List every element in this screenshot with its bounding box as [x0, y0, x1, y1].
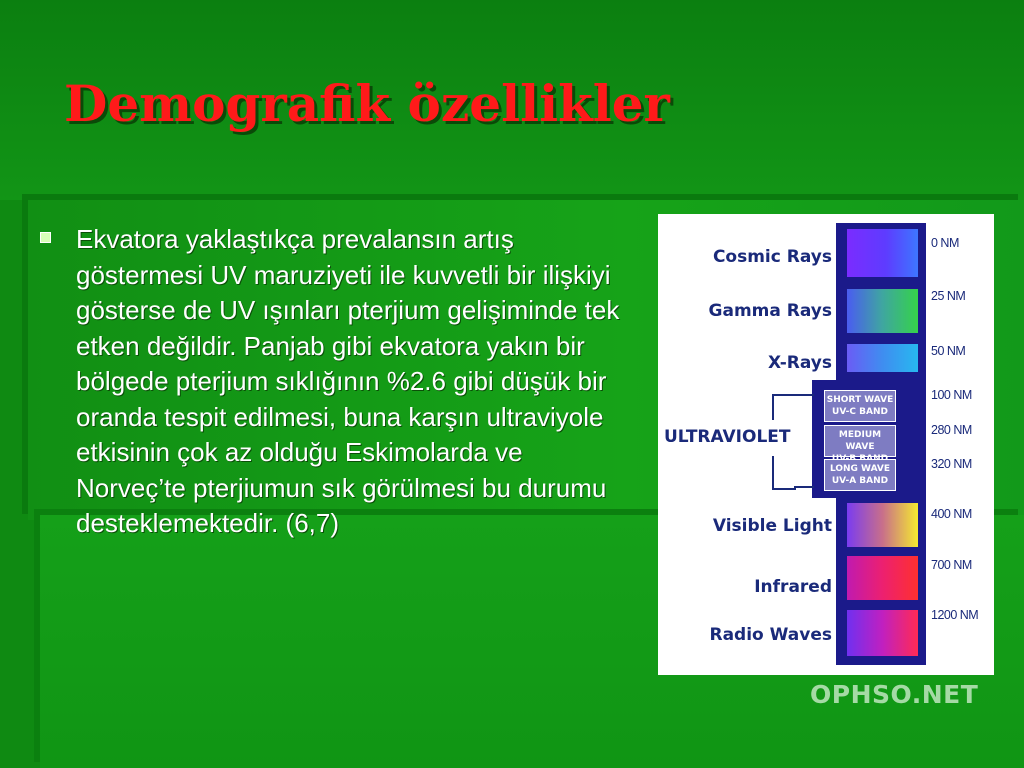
watermark: OPHSO.NET [810, 680, 979, 709]
band-label-visible-light: Visible Light [712, 516, 832, 536]
nm-label-1200: 1200 NM [931, 608, 979, 622]
bullet-square-icon [40, 232, 51, 243]
uv-bracket-tick-top [794, 394, 814, 396]
nm-label-400: 400 NM [931, 507, 972, 521]
radio-waves-swatch [847, 610, 918, 656]
uv-c-band [824, 390, 896, 422]
gamma-rays-swatch [847, 289, 918, 333]
visible-light-swatch [847, 503, 918, 547]
band-label-radio-waves: Radio Waves [709, 625, 832, 645]
uv-bracket-tick-bottom [794, 486, 814, 488]
uv-b-band-line1: MEDIUM WAVE [838, 430, 882, 452]
x-rays-swatch [847, 344, 918, 372]
nm-label-700: 700 NM [931, 558, 972, 572]
nm-label-280: 280 NM [931, 423, 972, 437]
uv-c-band-line2: UV-C BAND [832, 407, 888, 417]
nm-label-320: 320 NM [931, 457, 972, 471]
ultraviolet-label: ULTRAVIOLET [664, 427, 791, 447]
uv-a-band-line2: UV-A BAND [831, 476, 889, 486]
slide-title: Demografik özellikler [64, 74, 670, 133]
cosmic-rays-swatch [847, 229, 918, 277]
infrared-swatch [847, 556, 918, 600]
uv-bracket-top [772, 394, 796, 420]
nm-label-0: 0 NM [931, 236, 959, 250]
band-label-x-rays: X-Rays [767, 353, 832, 373]
band-label-gamma-rays: Gamma Rays [708, 301, 832, 321]
nm-label-25: 25 NM [931, 289, 966, 303]
band-label-cosmic-rays: Cosmic Rays [712, 247, 832, 267]
nm-label-100: 100 NM [931, 388, 972, 402]
uv-a-band-line1: LONG WAVE [829, 464, 891, 474]
bullet-text: Ekvatora yaklaştıkça prevalansın artış göstermesi UV maruziyeti ile kuvvetli bir ilişkiyi gösterse de UV ışınları pterjium gelişiminde tek etken değildir. Panjab gibi ekvatora yakın bir bölgede pterjium sıklığının %2.6 gibi düşük bir oranda tespit edilmesi, buna karşın ultraviyole etkisinin çok az olduğu Eskimolarda ve Norveç’te pterjiumun sık görülmesi bu durumu desteklemektedir. (6,7) [76, 224, 620, 538]
uv-a-band [824, 459, 896, 491]
uv-c-band-line1: SHORT WAVE [826, 395, 894, 405]
band-label-infrared: Infrared [754, 577, 832, 597]
nm-label-50: 50 NM [931, 344, 966, 358]
uv-bracket-bottom [772, 456, 796, 490]
uv-b-band [824, 425, 896, 457]
